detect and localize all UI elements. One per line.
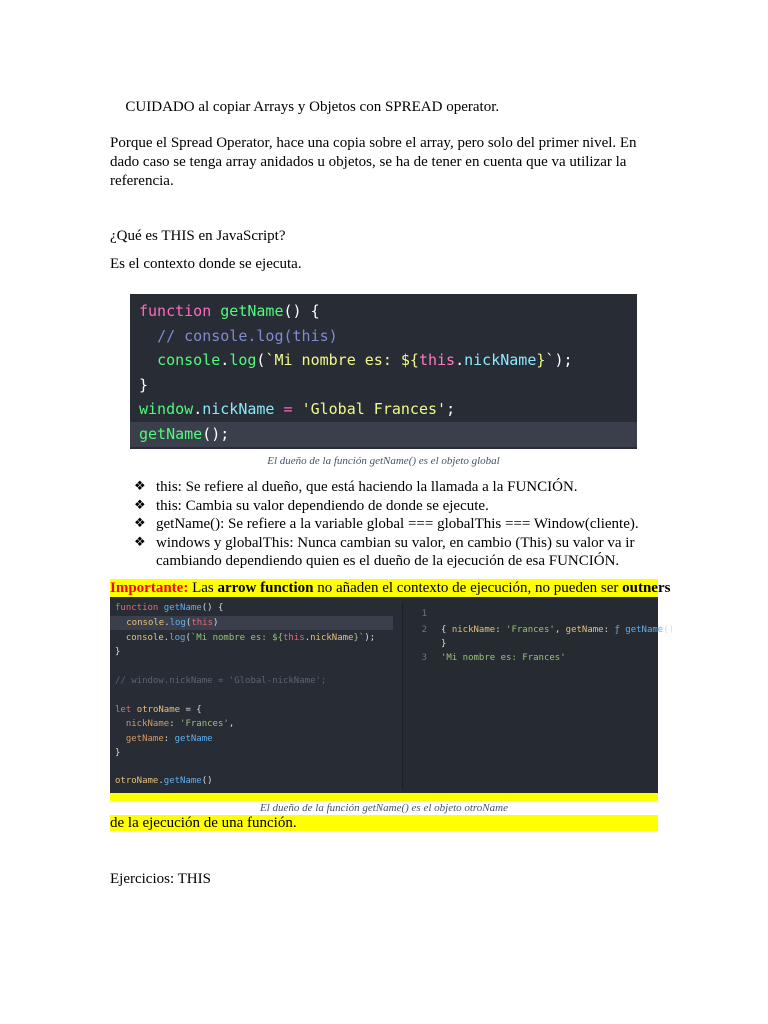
this-bullet-list [134,478,664,571]
code-line: } [139,375,149,394]
code-line: function getName() { [139,302,320,320]
this-answer: Es el contexto donde se ejecuta. [110,256,302,272]
code-line: // console.log(this) [157,326,338,345]
highlight-band [110,793,658,801]
diamond-bullet-icon: ❖ [134,479,146,494]
list-item: ❖ windows y globalThis: Nunca cambian su valor, en cambio (This) su valor va ir cambiando dependiendo quien es el dueño de la ejecución de esa FUNCIÓN. [134,534,635,569]
output-line: 2 { nickName: 'Frances', getName: ƒ getName() [421,625,675,635]
code-line: console.log(`Mi nombre es: ${this.nickName}`); [157,351,573,370]
list-item: ❖ this: Cambia su valor dependiendo de donde se ejecute. [134,497,489,514]
spread-warning-heading:   CUIDADO al copiar Arrays y Objetos con SPREAD operator. [110,99,500,115]
figure-caption-1: El dueño de la función getName() es el objeto global [267,455,500,467]
list-item: ❖ this: Se refiere al dueño, que está haciendo la llamada a la FUNCIÓN. [134,479,578,495]
figure-caption-2: El dueño de la función getName() es el objeto otroName [260,802,508,814]
code-snippet-otroname [110,597,675,793]
important-text: no añaden el contexto de ejecución, no pueden ser [313,580,623,596]
code-line: nickName: 'Frances', [125,719,235,729]
important-text: Las [188,580,218,596]
code-line: console.log(`Mi nombre es: ${this.nickName}`); [125,633,376,643]
code-line: getName(); [130,422,637,447]
diamond-bullet-icon: ❖ [134,516,146,531]
code-line: // window.nickName = 'Global-nickName'; [115,676,327,686]
output-line: 1 [421,609,427,619]
code-line: function getName() { [115,603,224,613]
code-line: } [115,647,121,657]
diamond-bullet-icon: ❖ [134,534,146,550]
diamond-bullet-icon: ❖ [134,497,146,513]
code-line: window.nickName = 'Global Frances'; [139,400,456,419]
important-label: Importante: [110,580,189,596]
code-snippet-global [130,294,637,449]
code-line: let otroName = { [115,705,202,715]
important-note [110,579,671,597]
code-line: } [115,748,121,758]
spread-explanation-paragraph: Porque el Spread Operator, hace una copia sobre el array, pero solo del primer nivel. En dado caso se tenga array anidados u objetos, se ha de tener en cuenta que va utilizar la referencia. [110,135,637,189]
editor-pane [110,597,402,793]
important-continuation: de la ejecución de una función. [110,815,658,831]
console-output-pane [403,597,675,793]
important-bold-term: arrow function [217,580,314,596]
output-line: 3 'Mi nombre es: Frances' [421,653,566,663]
output-line: } [441,639,447,649]
list-item: ❖ getName(): Se refiere a la variable global === globalThis === Window(cliente). [134,516,639,532]
code-line: getName: getName [125,734,213,744]
important-bold-term: outners [622,580,671,596]
exercises-heading: Ejercicios: THIS [110,871,211,887]
code-line: console.log(this) [110,616,393,630]
this-question: ¿Qué es THIS en JavaScript? [110,228,286,244]
code-line: otroName.getName() [115,776,213,786]
